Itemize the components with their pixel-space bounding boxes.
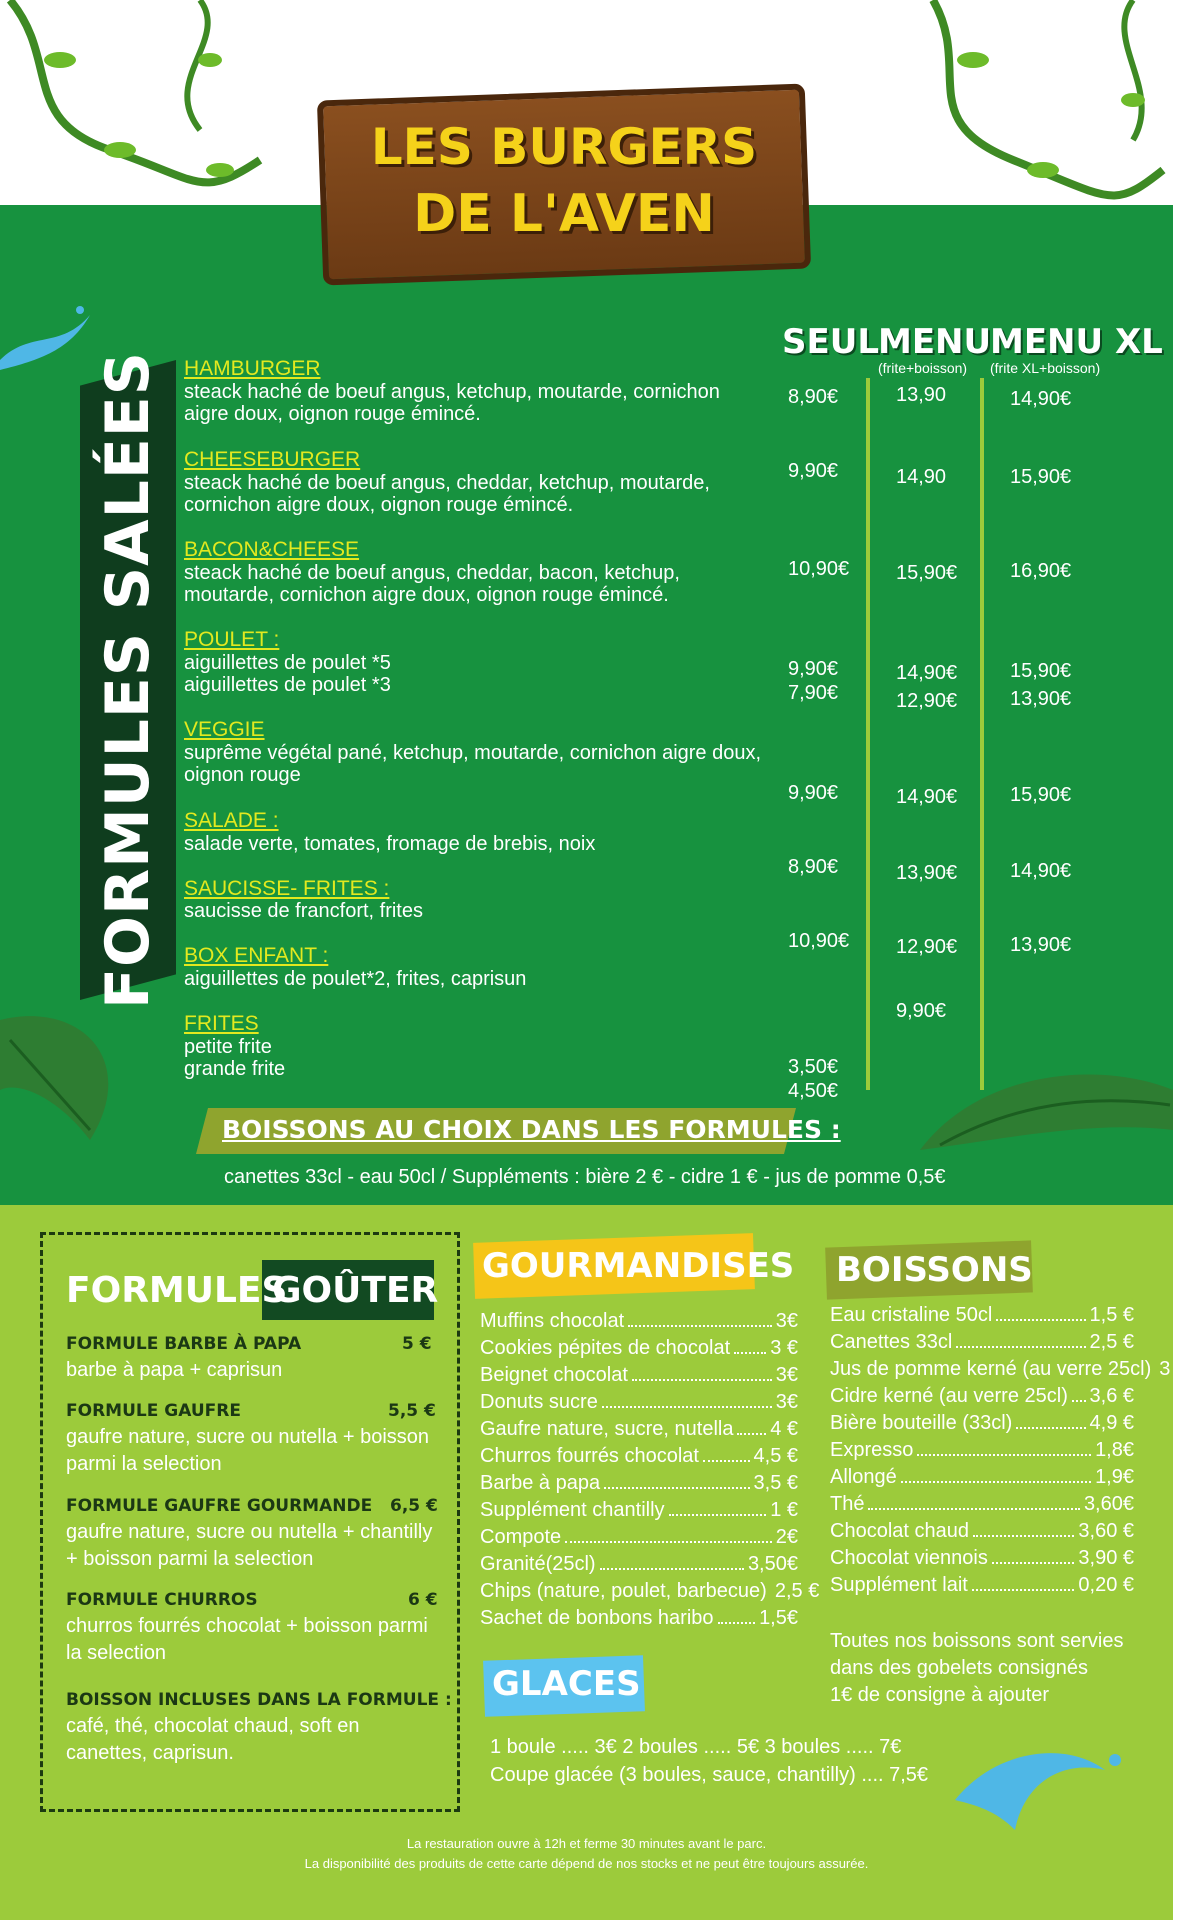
item-baconcheese-desc: steack haché de boeuf angus, cheddar, bacon, ketchup, moutarde, cornichon aigre doux, oignon rouge émincé. — [184, 562, 680, 606]
gouter-entry-price: 6 € — [408, 1590, 438, 1610]
gouter-entry-desc: gaufre nature, sucre ou nutella + chantilly + boisson parmi la selection — [66, 1521, 433, 1570]
price-row-label: Supplément chantilly — [480, 1499, 665, 1521]
price-row-label: Donuts sucre — [480, 1391, 598, 1413]
dot-leader — [1072, 1385, 1086, 1402]
gourmandises-title: GOURMANDISES — [482, 1246, 795, 1286]
price-row-label: Compote — [480, 1526, 562, 1548]
price-row-label: Chocolat chaud — [830, 1520, 969, 1542]
price-row-value: 3€ — [775, 1310, 798, 1332]
glaces-prices-line2: Coupe glacée (3 boules, sauce, chantilly) .... 7,5€ — [490, 1764, 929, 1786]
price-row-label: Thé — [830, 1493, 865, 1515]
item-poulet-menu1: 14,90€ — [896, 662, 958, 684]
item-baconcheese-menu: 15,90€ — [896, 562, 958, 584]
dot-leader — [868, 1493, 1079, 1510]
dot-leader — [1016, 1412, 1085, 1429]
item-poulet-desc1: aiguillettes de poulet *5 — [184, 652, 391, 674]
dot-leader — [972, 1574, 1075, 1591]
dot-leader — [996, 1304, 1085, 1321]
boissons-note-line1: Toutes nos boissons sont servies — [830, 1630, 1124, 1652]
footer-line2: La disponibilité des produits de cette carte dépend de nos stocks et ne peut être toujours assurée. — [304, 1856, 869, 1871]
item-boxenfant-menu: 9,90€ — [896, 1000, 947, 1022]
price-row-value: 3,6 € — [1089, 1385, 1134, 1407]
gouter-entry-desc: gaufre nature, sucre ou nutella + boisson parmi la selection — [66, 1426, 430, 1475]
boissons-note-line2: dans des gobelets consignés — [830, 1657, 1088, 1679]
price-row-value: 3,60€ — [1083, 1493, 1134, 1515]
price-row — [480, 1580, 820, 1603]
price-row-value: 3€ — [775, 1364, 798, 1386]
price-row-label: Supplément lait — [830, 1574, 968, 1596]
item-poulet-menu2: 12,90€ — [896, 690, 958, 712]
palm-leaf-right-icon — [920, 1060, 1173, 1180]
price-row — [830, 1547, 1134, 1570]
price-row — [480, 1391, 798, 1414]
gouter-entry-price: 5 € — [402, 1334, 432, 1354]
dot-leader — [565, 1526, 772, 1543]
column-header-menuxl: MENU XL — [990, 322, 1163, 362]
price-row — [830, 1331, 1134, 1354]
gouter-title-a: FORMULES — [66, 1270, 288, 1311]
item-hamburger-menu: 13,90 — [896, 384, 947, 406]
glaces-prices-line1: 1 boule ..... 3€ 2 boules ..... 5€ 3 boules ..... 7€ — [490, 1736, 902, 1758]
price-row — [830, 1574, 1134, 1597]
item-cheeseburger-xl: 15,90€ — [1010, 466, 1072, 488]
price-row-value: 4 € — [770, 1418, 798, 1440]
item-poulet-xl1: 15,90€ — [1010, 660, 1072, 682]
price-row-value: 0,20 € — [1078, 1574, 1134, 1596]
price-row — [480, 1472, 798, 1495]
item-poulet-xl2: 13,90€ — [1010, 688, 1072, 710]
price-row-value: 2,5 € — [1089, 1331, 1134, 1353]
item-hamburger-seul: 8,90€ — [788, 386, 839, 408]
price-row-value: 1,5 € — [1089, 1304, 1134, 1326]
item-veggie-name: VEGGIE — [184, 718, 265, 741]
item-cheeseburger-desc: steack haché de boeuf angus, cheddar, ketchup, moutarde, cornichon aigre doux, oignon rouge émincé. — [184, 472, 710, 516]
item-hamburger-name: HAMBURGER — [184, 357, 321, 380]
price-row-label: Eau cristaline 50cl — [830, 1304, 993, 1326]
gouter-entry-title: FORMULE GAUFRE GOURMANDE — [66, 1496, 373, 1516]
dot-leader — [917, 1439, 1091, 1456]
item-frites-name: FRITES — [184, 1012, 259, 1035]
dot-leader — [734, 1337, 766, 1354]
column-sub-menuxl: (frite XL+boisson) — [990, 360, 1101, 376]
price-row-value: 4,9 € — [1089, 1412, 1134, 1434]
drinks-choice-title: BOISSONS AU CHOIX DANS LES FORMULES : — [222, 1115, 841, 1144]
item-baconcheese-seul: 10,90€ — [788, 558, 850, 580]
logo-title-line2: DE L'AVEN — [413, 184, 715, 244]
item-baconcheese-name: BACON&CHEESE — [184, 538, 360, 561]
item-hamburger-desc: steack haché de boeuf angus, ketchup, moutarde, cornichon aigre doux, oignon rouge émincé. — [184, 381, 720, 425]
price-row-value: 1 € — [770, 1499, 798, 1521]
price-row — [480, 1499, 798, 1522]
price-row — [480, 1364, 798, 1387]
footer-line1: La restauration ouvre à 12h et ferme 30 minutes avant le parc. — [406, 1836, 767, 1851]
water-splash-right-icon — [955, 1730, 1135, 1840]
gouter-entry-desc: churros fourrés chocolat + boisson parmi la selection — [66, 1615, 428, 1664]
item-frites-seul1: 3,50€ — [788, 1056, 839, 1078]
gouter-entry-title: FORMULE CHURROS — [66, 1590, 258, 1610]
price-row-label: Muffins chocolat — [480, 1310, 625, 1332]
gouter-entry-title: BOISSON INCLUSES DANS LA FORMULE : — [66, 1690, 452, 1710]
column-header-menu: MENU — [878, 322, 992, 362]
column-header-seul: SEUL — [782, 322, 879, 362]
price-row-label: Allongé — [830, 1466, 897, 1488]
item-poulet-seul1: 9,90€ — [788, 658, 839, 680]
price-row-label: Gaufre nature, sucre, nutella — [480, 1418, 734, 1440]
glaces-title: GLACES — [492, 1664, 641, 1704]
item-veggie-seul: 9,90€ — [788, 782, 839, 804]
dot-leader — [628, 1310, 772, 1327]
price-row-value: 2,5 € — [774, 1580, 820, 1602]
item-salade-desc: salade verte, tomates, fromage de brebis, noix — [184, 833, 596, 855]
price-row-label: Cookies pépites de chocolat — [480, 1337, 731, 1359]
logo-title-line1: LES BURGERS — [370, 118, 758, 176]
dot-leader — [901, 1466, 1091, 1483]
vine-left-decoration — [0, 0, 280, 230]
item-cheeseburger-menu: 14,90 — [896, 466, 947, 488]
item-boxenfant-desc: aiguillettes de poulet*2, frites, caprisun — [184, 968, 527, 990]
gouter-entry-title: FORMULE GAUFRE — [66, 1401, 241, 1421]
palm-leaf-left-icon — [0, 1000, 140, 1160]
column-divider-1 — [866, 378, 870, 1090]
price-row-value: 3,5 € — [753, 1472, 798, 1494]
price-row-label: Chips (nature, poulet, barbecue) — [480, 1580, 767, 1602]
drinks-choice-subtitle: canettes 33cl - eau 50cl / Suppléments : bière 2 € - cidre 1 € - jus de pomme 0,5€ — [224, 1166, 946, 1188]
price-row — [480, 1418, 798, 1441]
dot-leader — [718, 1607, 756, 1624]
item-poulet-desc2: aiguillettes de poulet *3 — [184, 674, 391, 696]
boissons-note-line3: 1€ de consigne à ajouter — [830, 1684, 1050, 1706]
dot-leader — [703, 1445, 750, 1462]
price-row — [480, 1526, 798, 1549]
price-row-value: 3,90 € — [1078, 1547, 1134, 1569]
item-frites-seul2: 4,50€ — [788, 1080, 839, 1102]
item-salade-seul: 8,90€ — [788, 856, 839, 878]
item-boxenfant-name: BOX ENFANT : — [184, 944, 329, 967]
price-row-label: Expresso — [830, 1439, 914, 1461]
dot-leader — [632, 1364, 772, 1381]
column-divider-2 — [980, 378, 984, 1090]
price-row-value: 3 € — [1159, 1358, 1187, 1380]
price-row — [830, 1358, 1187, 1381]
restaurant-logo — [320, 92, 808, 277]
price-row-label: Bière bouteille (33cl) — [830, 1412, 1013, 1434]
price-row — [830, 1385, 1134, 1408]
price-row-value: 4,5 € — [753, 1445, 798, 1467]
vine-right-decoration — [893, 0, 1173, 230]
item-hamburger-xl: 14,90€ — [1010, 388, 1072, 410]
item-saucisse-desc: saucisse de francfort, frites — [184, 900, 423, 922]
price-row-value: 1,9€ — [1095, 1466, 1134, 1488]
item-salade-menu: 13,90€ — [896, 862, 958, 884]
dot-leader — [604, 1472, 749, 1489]
price-row-label: Canettes 33cl — [830, 1331, 953, 1353]
price-row-value: 1,5€ — [759, 1607, 798, 1629]
gouter-title-b: GOÛTER — [272, 1270, 439, 1311]
price-row-label: Beignet chocolat — [480, 1364, 628, 1386]
gouter-entry-desc: barbe à papa + caprisun — [66, 1359, 283, 1381]
price-row — [830, 1412, 1134, 1435]
item-poulet-seul2: 7,90€ — [788, 682, 839, 704]
price-row-label: Churros fourrés chocolat — [480, 1445, 699, 1467]
item-frites-desc2: grande frite — [184, 1058, 286, 1080]
price-row — [830, 1466, 1134, 1489]
price-row-label: Cidre kerné (au verre 25cl) — [830, 1385, 1068, 1407]
price-row — [830, 1493, 1134, 1516]
price-row — [480, 1607, 798, 1630]
dot-leader — [992, 1547, 1075, 1564]
item-saucisse-name: SAUCISSE- FRITES : — [184, 877, 390, 900]
price-row-label: Barbe à papa — [480, 1472, 601, 1494]
dot-leader — [600, 1553, 744, 1570]
price-row-label: Jus de pomme kerné (au verre 25cl) — [830, 1358, 1152, 1380]
price-row — [480, 1553, 798, 1576]
gouter-entry-title: FORMULE BARBE À PAPA — [66, 1334, 302, 1354]
item-veggie-xl: 15,90€ — [1010, 784, 1072, 806]
item-cheeseburger-seul: 9,90€ — [788, 460, 839, 482]
item-saucisse-menu: 12,90€ — [896, 936, 958, 958]
section-title: FORMULES SALÉES — [93, 350, 163, 1010]
item-saucisse-seul: 10,90€ — [788, 930, 850, 952]
item-cheeseburger-name: CHEESEBURGER — [184, 448, 361, 471]
price-row-value: 2€ — [775, 1526, 798, 1548]
price-row — [480, 1337, 798, 1360]
gouter-entry-price: 5,5 € — [388, 1401, 436, 1421]
water-splash-left-icon — [0, 300, 100, 380]
price-row-value: 3,50€ — [747, 1553, 798, 1575]
price-row-value: 3 € — [770, 1337, 798, 1359]
item-salade-xl: 14,90€ — [1010, 860, 1072, 882]
price-row — [830, 1304, 1134, 1327]
dot-leader — [737, 1418, 766, 1435]
price-row — [480, 1445, 798, 1468]
gouter-entry-price: 6,5 € — [390, 1496, 438, 1516]
price-row — [830, 1439, 1134, 1462]
column-sub-menu: (frite+boisson) — [878, 360, 968, 376]
item-saucisse-xl: 13,90€ — [1010, 934, 1072, 956]
price-row-label: Sachet de bonbons haribo — [480, 1607, 714, 1629]
price-row — [830, 1520, 1134, 1543]
dot-leader — [956, 1331, 1085, 1348]
price-row-value: 1,8€ — [1095, 1439, 1134, 1461]
price-row-label: Chocolat viennois — [830, 1547, 988, 1569]
price-row-value: 3€ — [775, 1391, 798, 1413]
item-baconcheese-xl: 16,90€ — [1010, 560, 1072, 582]
boissons-title: BOISSONS — [836, 1250, 1033, 1290]
price-row — [480, 1310, 798, 1333]
dot-leader — [973, 1520, 1074, 1537]
item-frites-desc1: petite frite — [184, 1036, 272, 1058]
item-poulet-name: POULET : — [184, 628, 280, 651]
gouter-entry-desc: café, thé, chocolat chaud, soft en canettes, caprisun. — [66, 1715, 360, 1764]
item-salade-name: SALADE : — [184, 809, 279, 832]
dot-leader — [602, 1391, 772, 1408]
item-veggie-menu: 14,90€ — [896, 786, 958, 808]
dot-leader — [669, 1499, 767, 1516]
price-row-label: Granité(25cl) — [480, 1553, 596, 1575]
price-row-value: 3,60 € — [1078, 1520, 1134, 1542]
item-veggie-desc: suprême végétal pané, ketchup, moutarde, cornichon aigre doux, oignon rouge — [184, 742, 762, 786]
